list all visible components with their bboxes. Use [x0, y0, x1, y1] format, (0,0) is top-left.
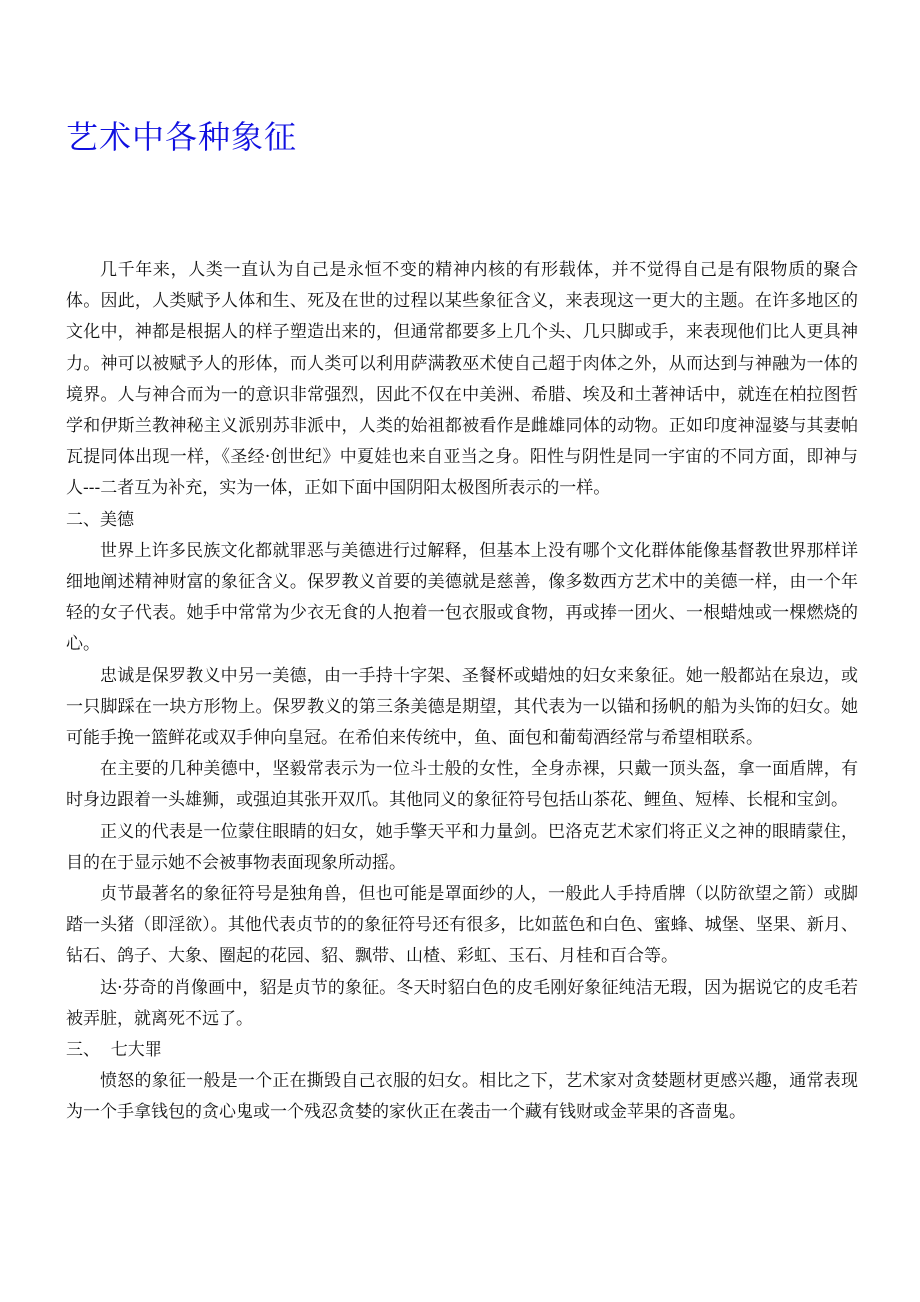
- paragraph-faith-hope: 忠诚是保罗教义中另一美德，由一手持十字架、圣餐杯或蜡烛的妇女来象征。她一般都站在泉边，或一只脚踩在一块方形物上。保罗教义的第三条美德是期望，其代表为一以锚和扬帆的船为头饰的妇女。她可能手挽一篮鲜花或双手伸向皇冠。在希伯来传统中，鱼、面包和葡萄酒经常与希望相联系。: [66, 665, 858, 749]
- paragraph-charity: 世界上许多民族文化都就罪恶与美德进行过解释，但基本上没有哪个文化群体能像基督教世界那样详细地阐述精神财富的象征含义。保罗教义首要的美德就是慈善，像多数西方艺术中的美德一样，由一个年轻的女子代表。她手中常常为少衣无食的人抱着一包衣服或食物，再或捧一团火、一根蜡烛或一棵燃烧的心。: [66, 540, 858, 655]
- paragraph-fortitude: 在主要的几种美德中，坚毅常表示为一位斗士般的女性，全身赤裸，只戴一顶头盔，拿一面盾牌，有时身边跟着一头雄狮，或强迫其张开双爪。其他同义的象征符号包括山茶花、鲤鱼、短棒、长棍和宝剑。: [66, 759, 858, 811]
- paragraph-wrath-greed: 愤怒的象征一般是一个正在撕毁自己衣服的妇女。相比之下，艺术家对贪婪题材更感兴趣，通常表现为一个手拿钱包的贪心鬼或一个残忍贪婪的家伙正在袭击一个藏有钱财或金苹果的吝啬鬼。: [66, 1071, 858, 1123]
- body-text: [66, 255, 858, 1129]
- paragraph-ermine: 达·芬奇的肖像画中，貂是贞节的象征。冬天时貂白色的皮毛刚好象征纯洁无瑕，因为据说它的皮毛若被弄脏，就离死不远了。: [66, 977, 858, 1029]
- paragraph-chastity: 贞节最著名的象征符号是独角兽，但也可能是罩面纱的人，一般此人手持盾牌（以防欲望之箭）或脚踏一头猪（即淫欲）。其他代表贞节的的象征符号还有很多，比如蓝色和白色、蜜蜂、城堡、坚果、新月、钻石、鸽子、大象、圈起的花园、貂、飘带、山楂、彩虹、玉石、月桂和百合等。: [66, 884, 858, 967]
- paragraph-justice: 正义的代表是一位蒙住眼睛的妇女，她手擎天平和力量剑。巴洛克艺术家们将正义之神的眼睛蒙住，目的在于显示她不会被事物表面现象所动摇。: [66, 821, 858, 873]
- paragraph-intro: 几千年来，人类一直认为自己是永恒不变的精神内核的有形载体，并不觉得自己是有限物质的聚合体。因此，人类赋予人体和生、死及在世的过程以某些象征含义，来表现这一更大的主题。在许多地区的文化中，神都是根据人的样子塑造出来的，但通常都要多上几个头、几只脚或手，来表现他们比人更具神力。神可以被赋予人的形体，而人类可以利用萨满教巫术使自己超于肉体之外，从而达到与神融为一体的境界。人与神合而为一的意识非常强烈，因此不仅在中美洲、希腊、埃及和土著神话中，就连在柏拉图哲学和伊斯兰教神秘主义派别苏非派中，人类的始祖都被看作是雌雄同体的动物。正如印度神湿婆与其妻帕瓦提同体出现一样，《圣经·创世纪》中夏娃也来自亚当之身。阳性与阴性是同一宇宙的不同方面，即神与人---二者互为补充，实为一体，正如下面中国阴阳太极图所表示的一样。: [66, 260, 858, 499]
- page-title: 艺术中各种象征: [66, 118, 298, 156]
- section-heading-virtues: 二、美德: [66, 509, 134, 530]
- section-heading-seven-sins: 三、 七大罪: [66, 1040, 162, 1061]
